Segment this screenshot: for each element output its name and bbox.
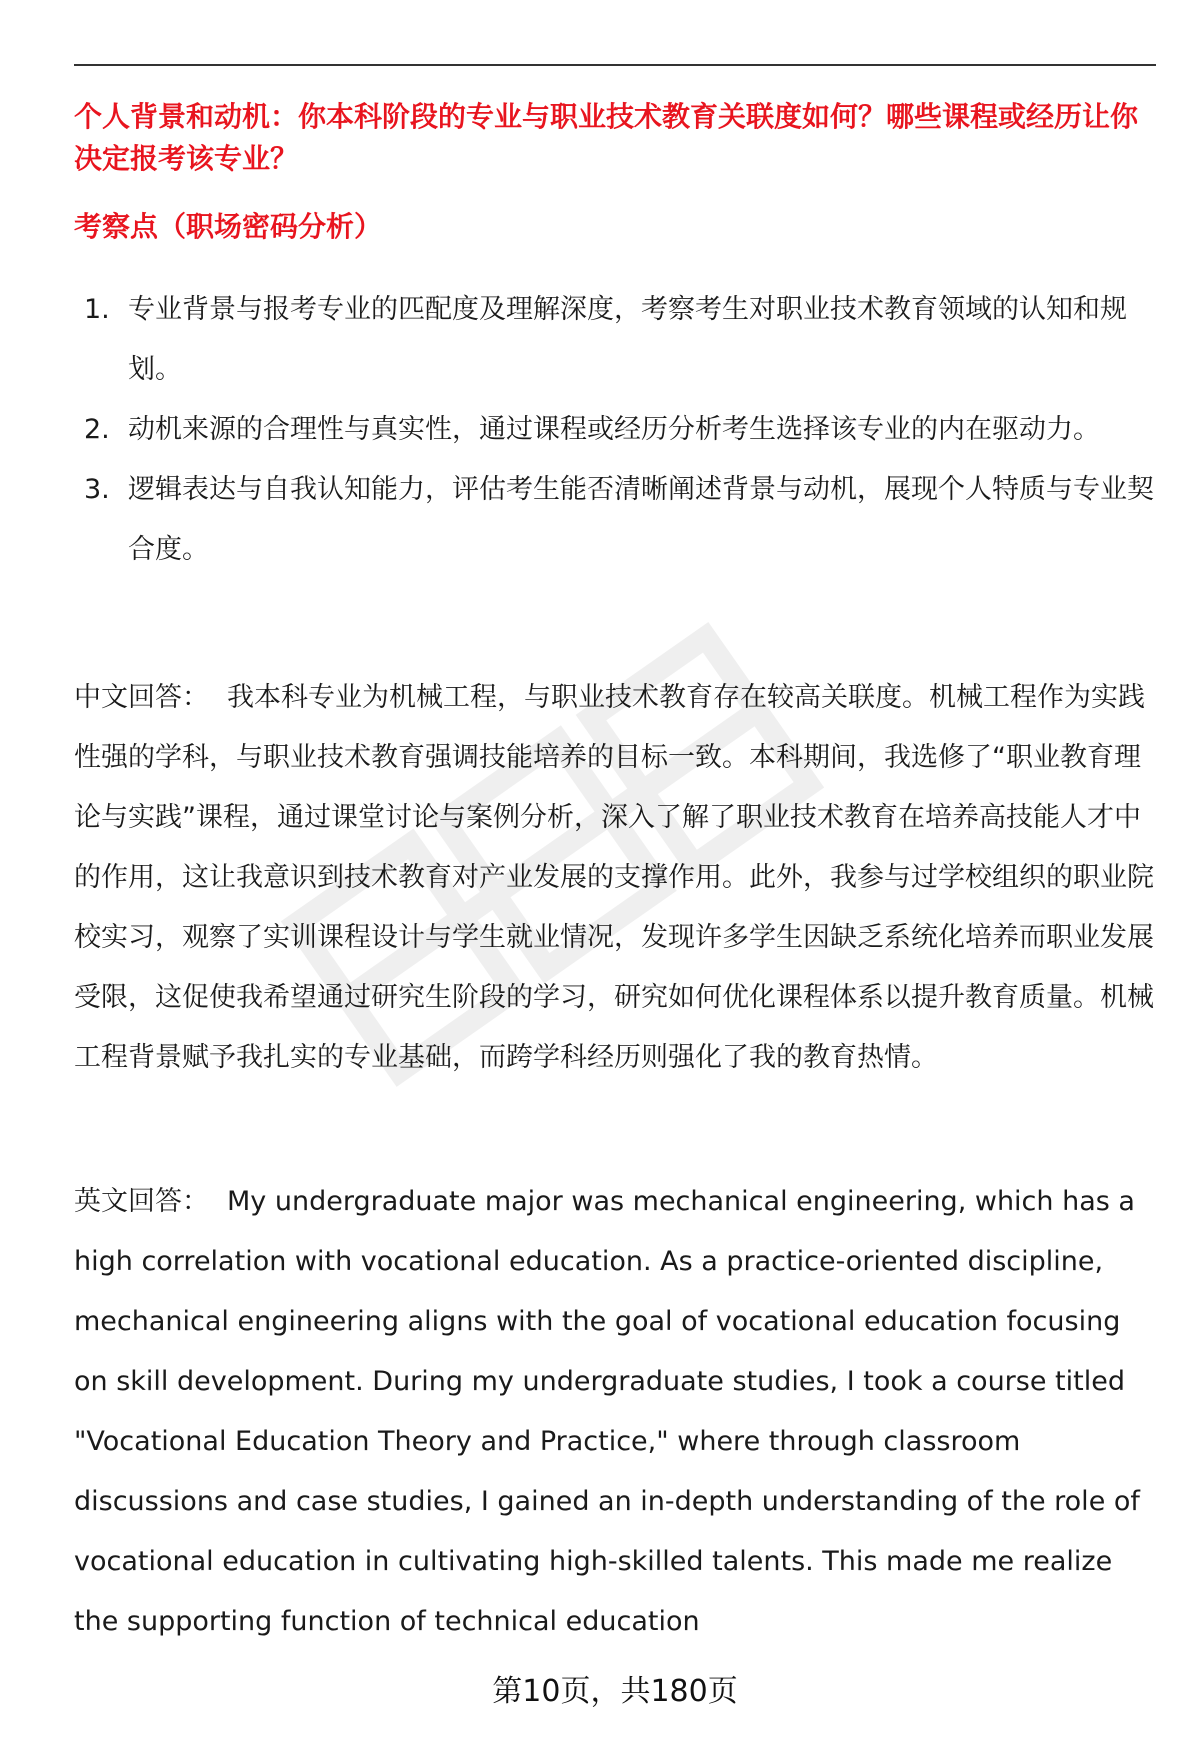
question-heading: 个人背景和动机：你本科阶段的专业与职业技术教育关联度如何？哪些课程或经历让你决定报考该专业？ [74, 100, 1139, 175]
english-answer-label: 英文回答： [74, 1186, 209, 1217]
list-item-number: 1. [84, 294, 110, 325]
header-rule [74, 64, 1156, 66]
list-item [74, 460, 1156, 580]
list-item-text: 专业背景与报考专业的匹配度及理解深度，考察考生对职业技术教育领域的认知和规划。 [128, 294, 1127, 385]
exam-points-heading: 考察点（职场密码分析） [74, 210, 383, 243]
list-item-number: 3. [84, 474, 110, 505]
exam-points-list [74, 280, 1156, 580]
list-item-text: 逻辑表达与自我认知能力，评估考生能否清晰阐述背景与动机，展现个人特质与专业契合度。 [128, 474, 1154, 565]
chinese-answer-text: 我本科专业为机械工程，与职业技术教育存在较高关联度。机械工程作为实践性强的学科，与职业技术教育强调技能培养的目标一致。本科期间，我选修了“职业教育理论与实践”课程，通过课堂讨论与案例分析，深入了解了职业技术教育在培养高技能人才中的作用，这让我意识到技术教育对产业发展的支撑作用。此外，我参与过学校组织的职业院校实习，观察了实训课程设计与学生就业情况，发现许多学生因缺乏系统化培养而职业发展受限，这促使我希望通过研究生阶段的学习，研究如何优化课程体系以提升教育质量。机械工程背景赋予我扎实的专业基础，而跨学科经历则强化了我的教育热情。 [74, 682, 1154, 1073]
chinese-answer [74, 668, 1156, 1088]
list-item [74, 280, 1156, 400]
chinese-answer-label: 中文回答： [74, 682, 209, 713]
list-item-text: 动机来源的合理性与真实性，通过课程或经历分析考生选择该专业的内在驱动力。 [128, 414, 1100, 445]
page-number-footer: 第10页，共180页 [492, 1674, 738, 1709]
document-page [74, 0, 1156, 1755]
english-answer-text: My undergraduate major was mechanical engineering, which has a high correlation with vocational education. As a practice-oriented discipline, mechanical engineering aligns with the goal of vocational education focusing on skill development. During my undergraduate studies, I took a course titled "Vocational Education Theory and Practice," where through classroom discussions and case studies, I gained an in-depth understanding of the role of vocational education in cultivating high-skilled talents. This made me realize the supporting function of technical education [74, 1186, 1140, 1637]
english-answer [74, 1172, 1156, 1652]
list-item [74, 400, 1156, 460]
list-item-number: 2. [84, 414, 110, 445]
